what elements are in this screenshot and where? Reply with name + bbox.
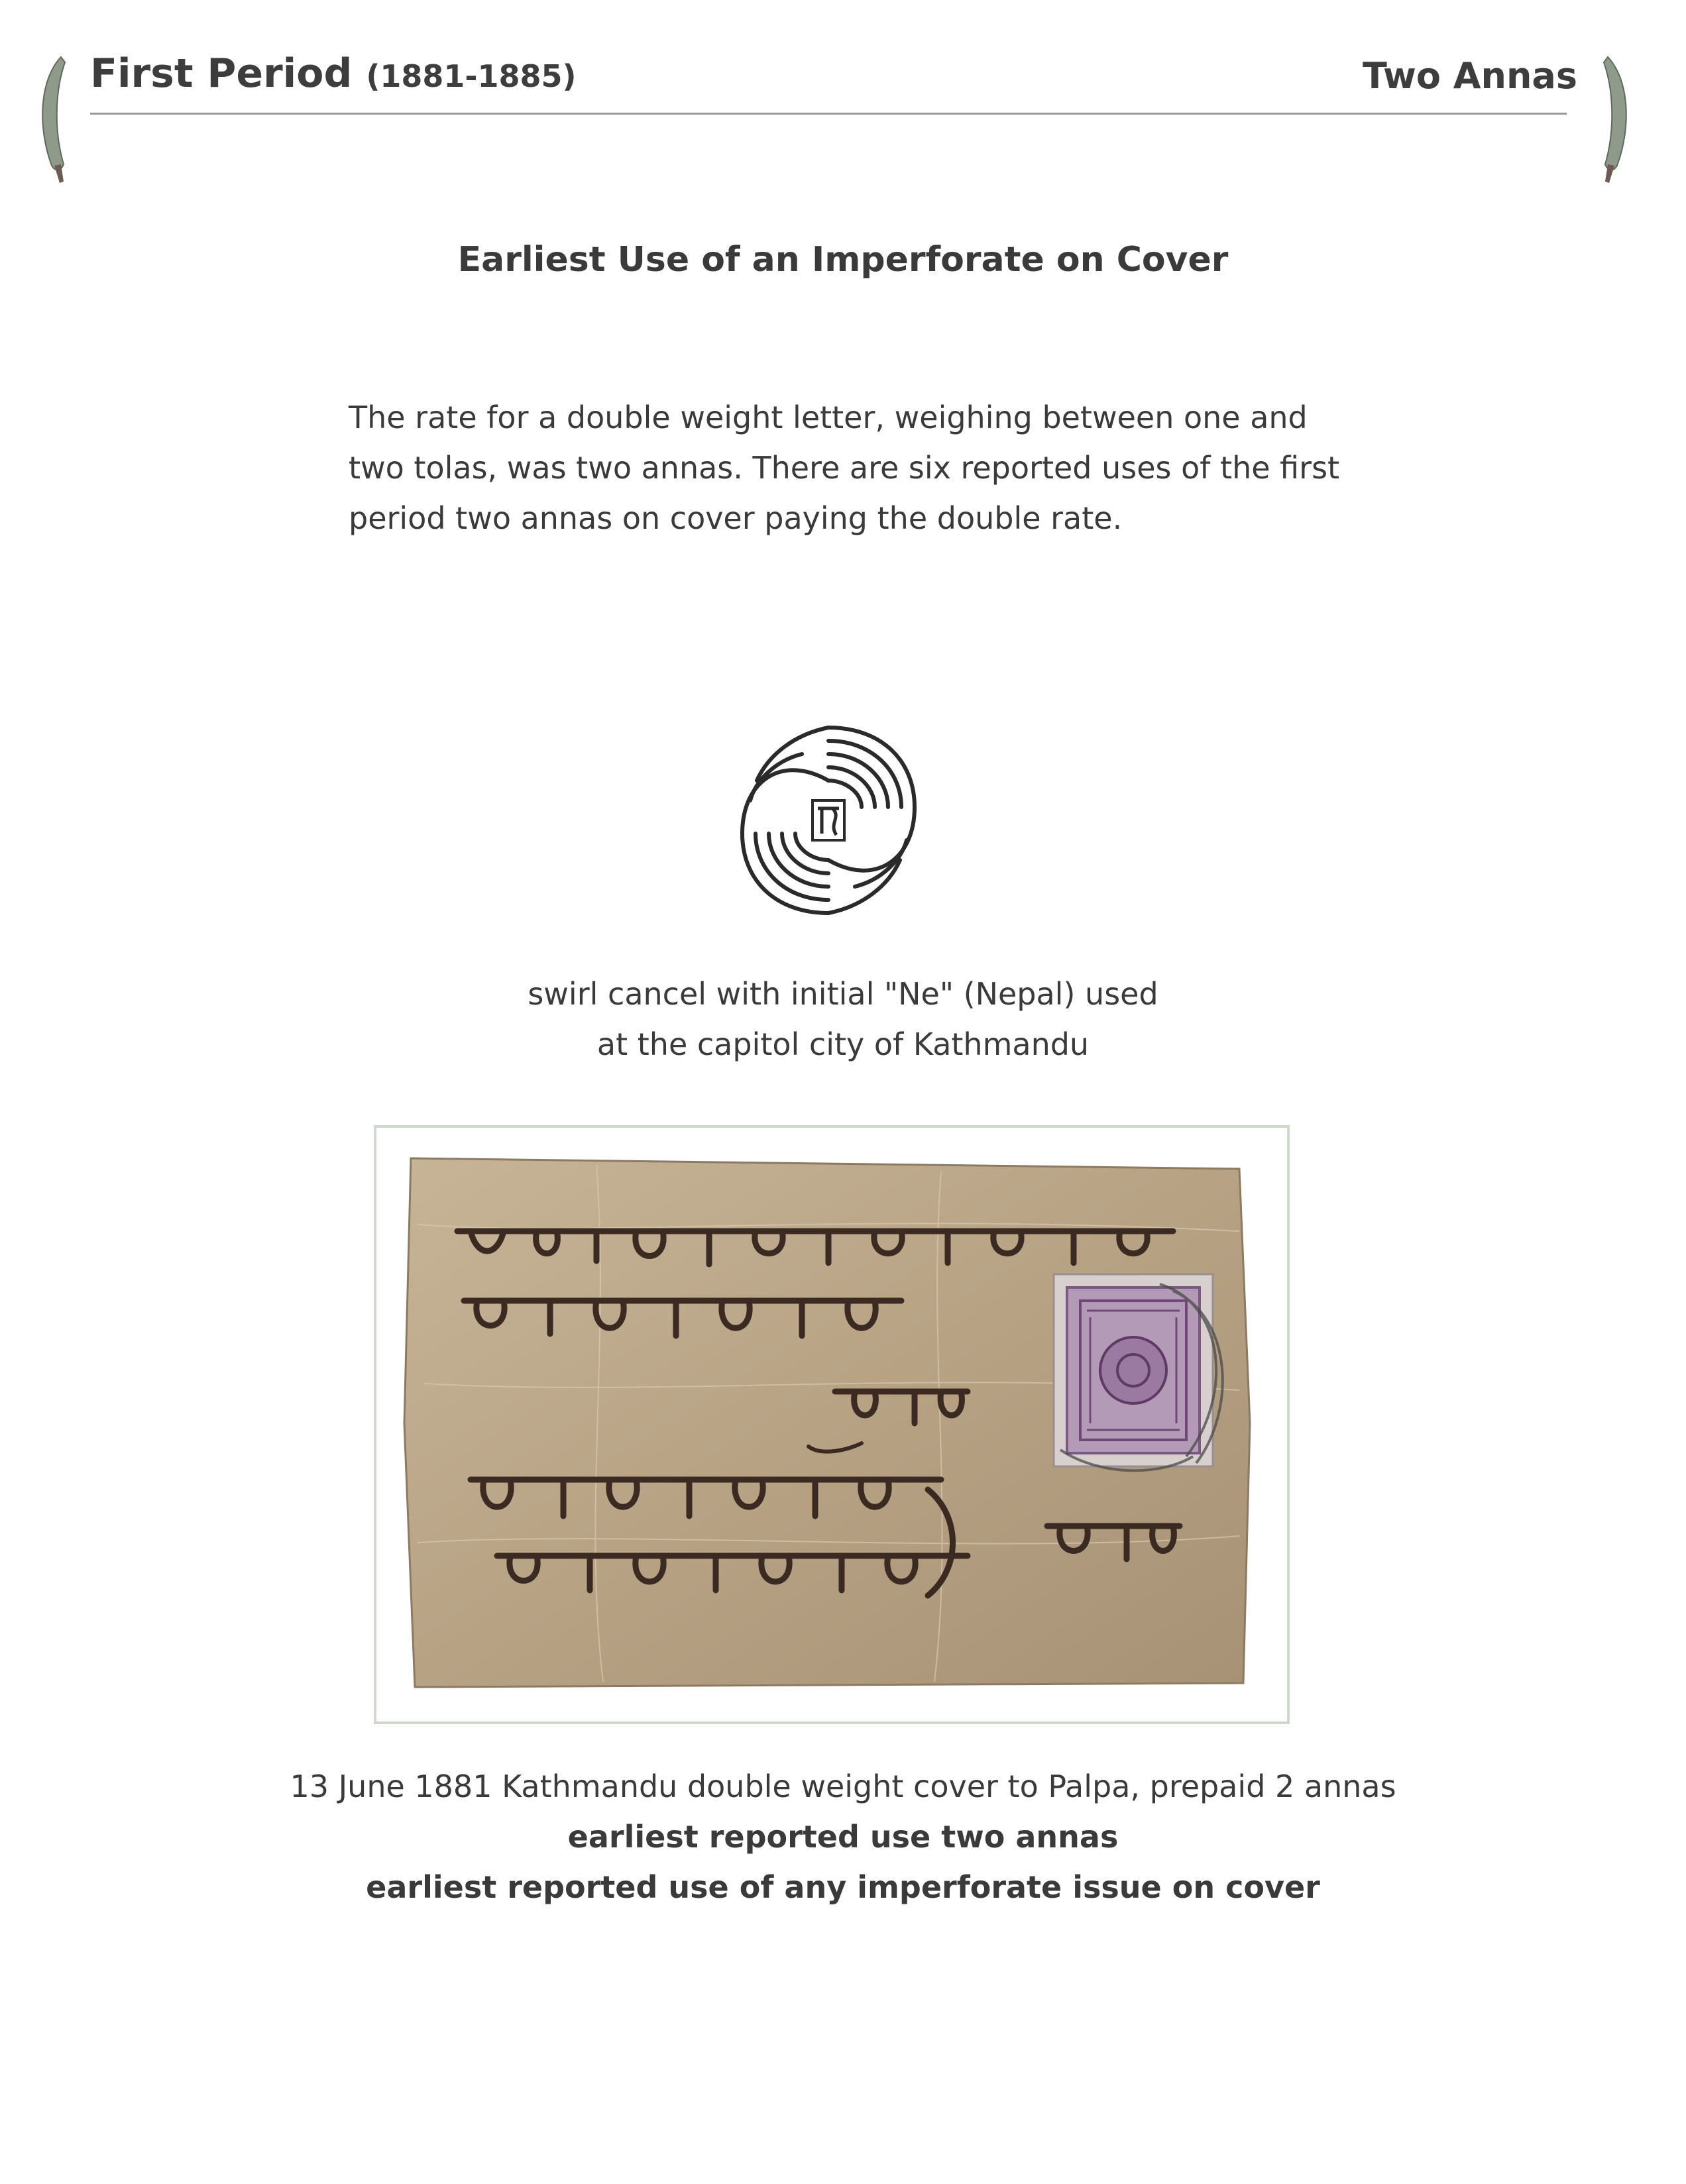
- swirl-cancel-image: [716, 708, 941, 933]
- cover-caption-line3: earliest reported use of any imperforate issue on cover: [366, 1869, 1320, 1905]
- kukri-icon: [34, 53, 81, 192]
- header-divider: [90, 113, 1567, 115]
- cover-caption-line1: 13 June 1881 Kathmandu double weight cover to Palpa, prepaid 2 annas: [290, 1769, 1396, 1804]
- page-title: Earliest Use of an Imperforate on Cover: [457, 240, 1229, 280]
- stamp-two-annas: [1054, 1274, 1223, 1470]
- header-denomination: Two Annas: [1363, 55, 1577, 97]
- cover-image: [398, 1145, 1259, 1702]
- header-years: (1881-1885): [366, 58, 577, 94]
- swirl-caption-line2: at the capitol city of Kathmandu: [596, 1026, 1090, 1062]
- header-title: [90, 44, 577, 103]
- header-period: First Period: [90, 50, 353, 97]
- intro-paragraph: The rate for a double weight letter, weighing between one and two tolas, was two annas. There are six reported uses of the first period two annas on cover paying the double rate.: [349, 400, 1340, 536]
- swirl-caption-line1: swirl cancel with initial "Ne" (Nepal) used: [528, 976, 1158, 1012]
- cover-caption-line2: earliest reported use two annas: [567, 1819, 1119, 1855]
- cover-caption: [0, 1761, 1686, 1912]
- kukri-icon: [1588, 53, 1634, 192]
- swirl-cancel-caption: [0, 969, 1686, 1069]
